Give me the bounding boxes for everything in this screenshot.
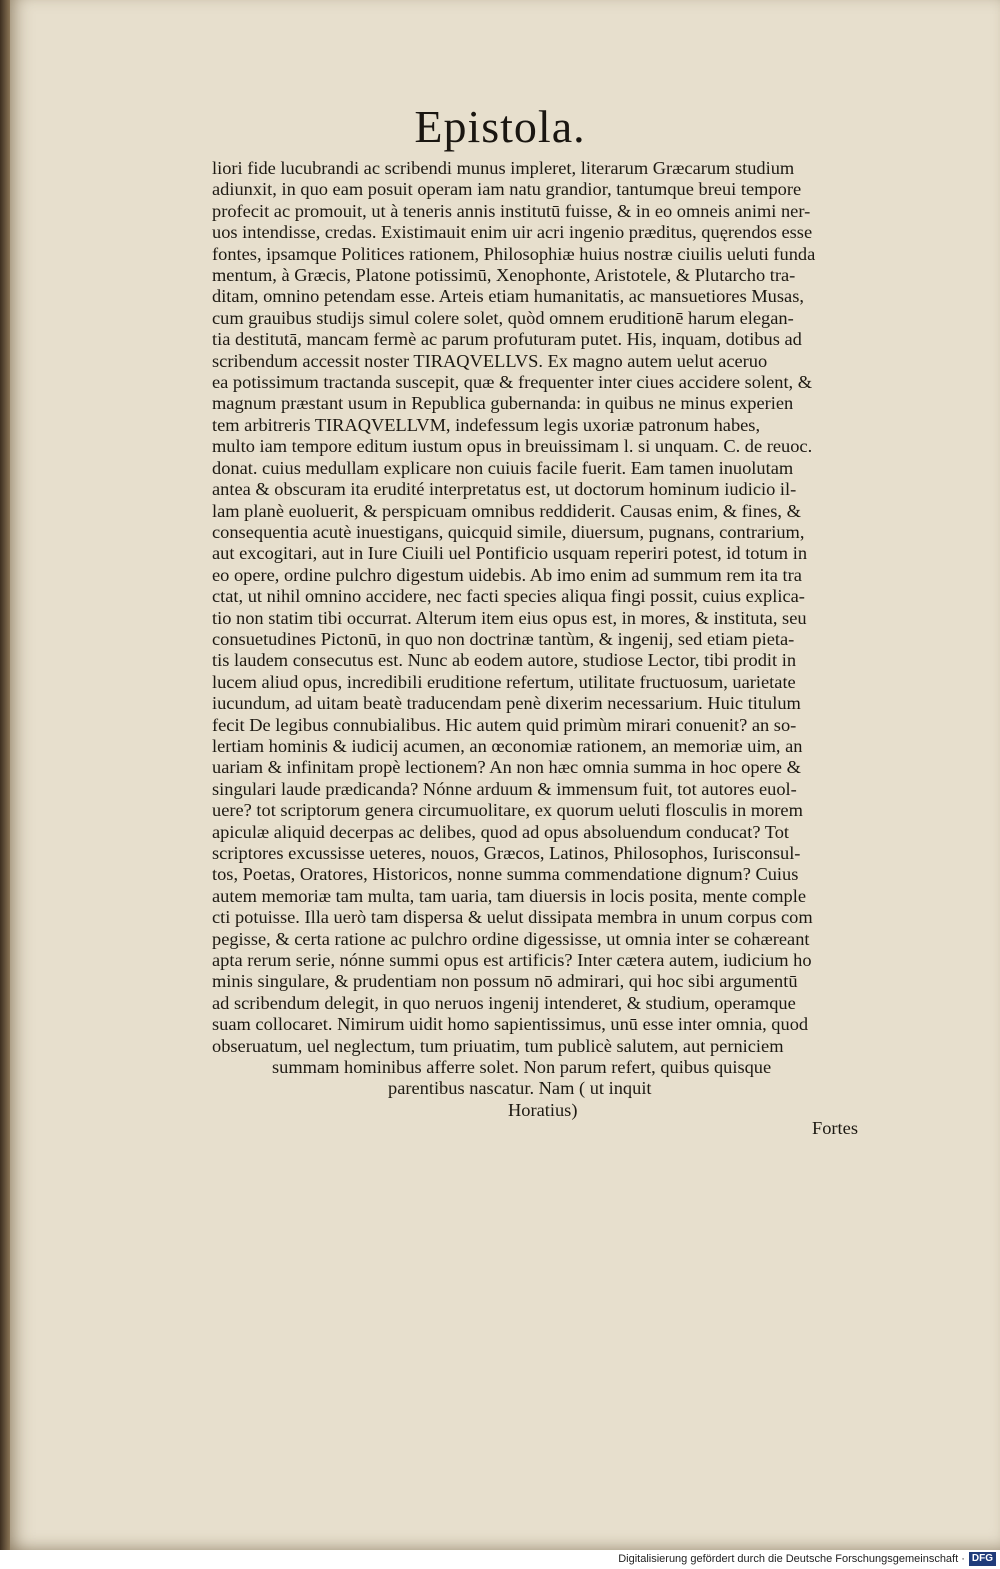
text-line: eo opere, ordine pulchro digestum uidebis. Ab imo enim ad summum rem ita tra (212, 564, 802, 585)
text-line: profecit ac promouit, ut à teneris annis institutū fuisse, & in eo omneis animi ner- (212, 200, 811, 221)
text-line: adiunxit, in quo eam posuit operam iam natu grandior, tantumque breui tempore (212, 179, 802, 200)
text-line: ctat, ut nihil omnino accidere, nec facti species aliqua fingi possit, cuius explica- (212, 586, 805, 607)
text-line: ditam, omnino petendam esse. Arteis etiam humanitatis, ac mansuetiores Musas, (212, 286, 804, 307)
text-line: apta rerum serie, nónne summi opus est artificis? Inter cætera autem, iudicium ho (212, 950, 812, 971)
text-line: tis laudem consecutus est. Nunc ab eodem autore, studiose Lector, tibi prodit in (212, 650, 797, 671)
text-line: suam collocaret. Nimirum uidit homo sapientissimus, unū esse inter omnia, quod (212, 1014, 809, 1035)
text-line: scribendum accessit noster TIRAQVELLVS. Ex magno autem uelut aceruo (212, 350, 768, 371)
text-line: multo iam tempore editum iustum opus in breuissimam l. si unquam. C. de reuoc. (212, 436, 813, 457)
text-line: uos intendisse, credas. Existimauit enim uir acri ingenio præditus, quęrendos esse (212, 222, 813, 243)
text-line: consequentia acutè inuestigans, quicquid simile, diuersum, pugnans, contrarium, (212, 521, 805, 542)
text-line: obseruatum, uel neglectum, tum priuatim, tum publicè salutem, aut perniciem (212, 1035, 784, 1056)
text-line: antea & obscuram ita erudité interpretatus est, ut doctorum hominum iudicio il- (212, 479, 797, 500)
text-line: magnum præstant usum in Republica gubernanda: in quibus ne minus experien (212, 393, 794, 414)
text-line: ad scribendum delegit, in quo neruos ingenij intenderet, & studium, operamque (212, 992, 796, 1013)
catchword: Fortes (812, 1118, 858, 1138)
text-line: summam hominibus afferre solet. Non parum refert, quibus quisque (272, 1057, 772, 1078)
text-line: fontes, ipsamque Politices rationem, Philosophiæ huius nostræ ciuilis ueluti funda (212, 243, 816, 264)
text-line: cti potuisse. Illa uerò tam dispersa & uelut dissipata membra in unum corpus com (212, 907, 813, 928)
text-line: apiculæ aliquid decerpas ac delibes, quod ad opus absoluendum conducat? Tot (212, 821, 790, 842)
text-line: autem memoriæ tam multa, tam uaria, tam diuersis in locis posita, mente comple (212, 885, 806, 906)
text-line: tio non statim tibi occurrat. Alterum item eius opus est, in mores, & instituta, seu (212, 607, 807, 628)
text-line: Horatius) (508, 1099, 578, 1120)
text-line: iucundum, ad uitam beatè traducendam penè dixerim necessarium. Huic titulum (212, 693, 801, 714)
text-line: singulari laude prædicanda? Nónne arduum & immensum fuit, tot autores euol- (212, 778, 797, 799)
digitization-footer (0, 1550, 1000, 1569)
text-line: lertiam hominis & iudicij acumen, an œconomiæ rationem, an memoriæ uim, an (212, 735, 803, 756)
page-heading: Epistola. (414, 101, 586, 152)
text-line: uere? tot scriptorum genera circumuolitare, ex quorum ueluti flosculis in morem (212, 800, 803, 821)
text-line: aut excogitari, aut in Iure Ciuili uel Pontificio usquam reperiri potest, id totum in (212, 543, 808, 564)
text-line: scriptores excussisse ueteres, nouos, Græcos, Latinos, Philosophos, Iurisconsul- (212, 843, 801, 863)
dfg-logo: DFG (969, 1552, 996, 1566)
text-line: consuetudines Pictonū, in quo non doctrinæ tantùm, & ingenij, sed etiam pieta- (212, 628, 795, 649)
text-line: tia destitutā, mancam fermè ac parum profuturam putet. His, inquam, dotibus ad (212, 329, 802, 350)
text-line: uariam & infinitam propè lectionem? An non hæc omnia summa in hoc opere & (212, 757, 801, 778)
text-line: mentum, à Græcis, Platone potissimū, Xenophonte, Aristotele, & Plutarcho tra- (212, 265, 796, 286)
text-line: tem arbitreris TIRAQVELLVM, indefessum legis uxoriæ patronum habes, (212, 414, 761, 435)
text-line: lucem aliud opus, incredibili eruditione refertum, utilitate fructuosum, uarietate (212, 671, 796, 692)
footer-text: Digitalisierung gefördert durch die Deutsche Forschungsgemeinschaft · (618, 1553, 965, 1565)
text-line: fecit De legibus connubialibus. Hic autem quid primùm mirari conuenit? an so- (212, 714, 797, 735)
text-line: lam planè euoluerit, & perspicuam omnibus reddiderit. Causas enim, & fines, & (212, 500, 801, 521)
text-line: minis singulare, & prudentiam non possum nō admirari, qui hoc sibi argumentū (212, 971, 798, 992)
text-line: liori fide lucubrandi ac scribendi munus impleret, literarum Græcarum studium (212, 158, 795, 178)
text-line: parentibus nascatur. Nam ( ut inquit (388, 1078, 652, 1099)
text-line: ea potissimum tractanda suscepit, quæ & frequenter inter ciues accidere solent, & (212, 372, 813, 393)
page-edge (0, 0, 10, 1550)
body-text (212, 158, 872, 1121)
text-line: donat. cuius medullam explicare non cuiuis facile fuerit. Eam tamen inuolutam (212, 457, 794, 478)
text-line: cum grauibus studijs simul colere solet, quòd omnem eruditionē harum elegan- (212, 307, 794, 328)
text-line: pegisse, & certa ratione ac pulchro ordine digessisse, ut omnia inter se cohæreant (212, 928, 810, 949)
text-line: tos, Poetas, Oratores, Historicos, nonne summa commendatione dignum? Cuius (212, 864, 799, 885)
